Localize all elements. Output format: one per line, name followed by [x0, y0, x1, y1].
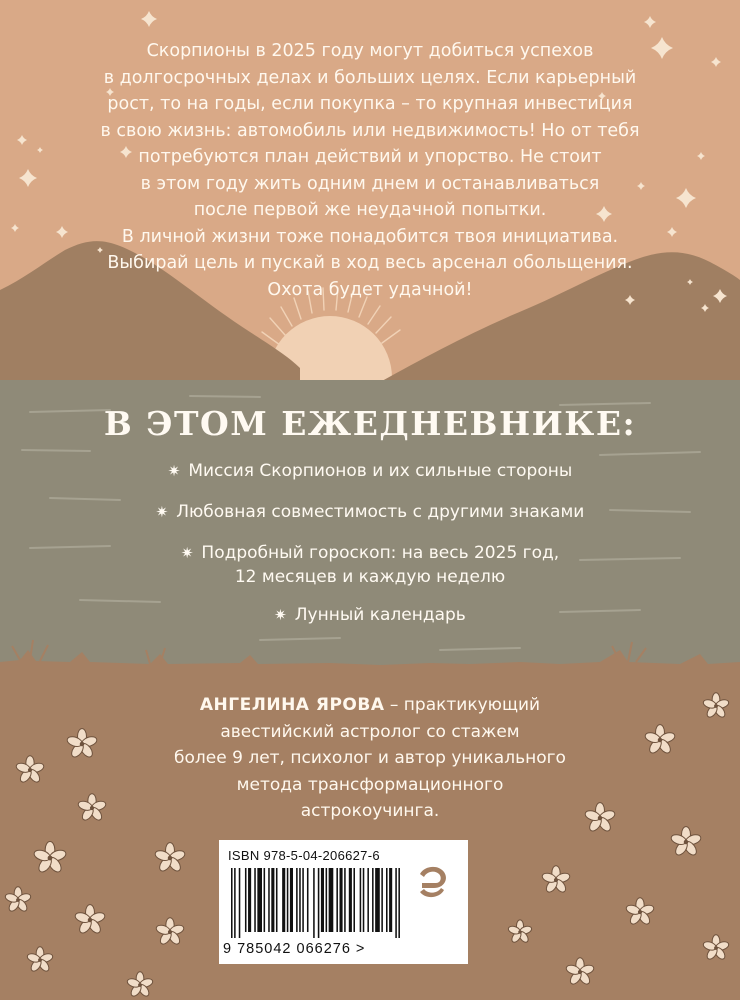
feature-text: Любовная совместимость с другими знаками: [176, 502, 585, 522]
intro-line: в этом году жить одним днем и останавливаться: [140, 173, 600, 194]
publisher-name: ЭКСМО: [412, 930, 456, 942]
asterisk-bullet-icon: ✷: [167, 462, 181, 480]
intro-line: Выбирай цель и пускай в ход весь арсенал обольщения.: [107, 253, 633, 273]
features-heading: В ЭТОМ ЕЖЕДНЕВНИКЕ:: [103, 404, 637, 443]
asterisk-bullet-icon: ✷: [180, 544, 194, 562]
feature-text: Миссия Скорпионов и их сильные стороны: [188, 461, 573, 481]
author-bio-line: более 9 лет, психолог и автор уникального: [174, 748, 566, 768]
intro-line: в долгосрочных делах и больших целях. Если карьерный: [103, 67, 637, 88]
isbn-text: ISBN 978-5-04-206627-6: [228, 848, 380, 863]
author-bio-first: – практикующий: [384, 695, 541, 715]
asterisk-bullet-icon: ✷: [274, 606, 287, 624]
feature-text-continued: 12 месяцев и каждую неделю: [234, 567, 506, 587]
author-name: АНГЕЛИНА ЯРОВА: [199, 695, 385, 715]
intro-line: рост, то на годы, если покупка – то крупная инвестиция: [107, 94, 633, 114]
feature-text: Подробный гороскоп: на весь 2025 год,: [201, 543, 560, 563]
intro-line: потребуются план действий и упорство. Не стоит: [138, 147, 602, 167]
intro-line: Охота будет удачной!: [267, 279, 473, 300]
author-bio: [150, 692, 590, 825]
intro-line: Скорпионы в 2025 году могут добиться успехов: [146, 41, 594, 61]
feature-text: Лунный календарь: [294, 605, 466, 625]
author-bio-line: метода трансформационного: [236, 774, 504, 795]
asterisk-bullet-icon: ✷: [155, 503, 169, 521]
intro-line: в свою жизнь: автомобиль или недвижимость! Но от тебя: [100, 120, 640, 141]
author-bio-line: авестийский астролог со стажем: [220, 721, 520, 742]
barcode-number: 9 785042 066276 >: [223, 941, 366, 957]
feature-item: [0, 500, 740, 524]
feature-item: [0, 603, 740, 627]
intro-text: [60, 38, 680, 303]
intro-line: В личной жизни тоже понадобится твоя инициатива.: [121, 226, 619, 247]
author-bio-line: астрокоучинга.: [300, 801, 440, 821]
intro-line: после первой же неудачной попытки.: [193, 200, 547, 220]
feature-item: [0, 459, 740, 483]
feature-item: [0, 541, 740, 589]
